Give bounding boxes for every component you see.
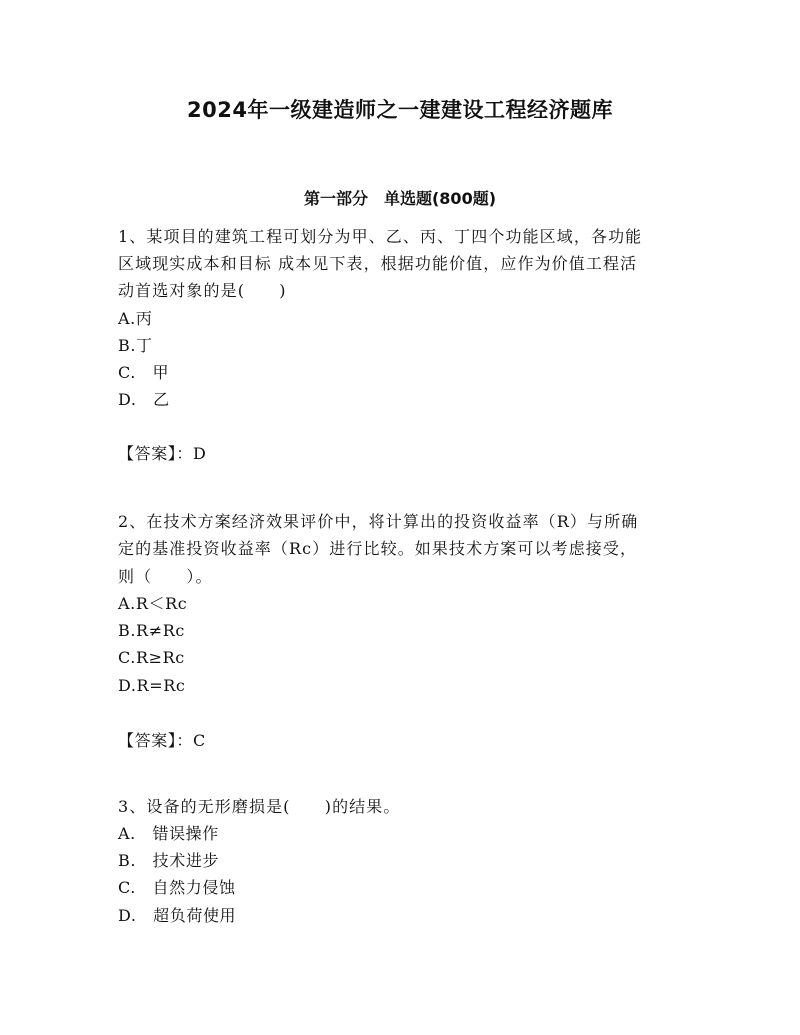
option-c: C. 自然力侵蚀 — [118, 878, 236, 897]
option-c: C. 甲 — [118, 363, 170, 382]
option-a: A.R＜Rc — [118, 594, 188, 613]
question-text-line: 区域现实成本和目标 成本见下表，根据功能价值，应作为价值工程活 — [118, 254, 638, 273]
section-title: 第一部分 单选题(800题) — [303, 189, 497, 208]
option-a: A. 错误操作 — [118, 824, 219, 843]
question-text-line: 动首选对象的是( ) — [118, 281, 287, 300]
option-c: C.R≥Rc — [118, 648, 185, 667]
question-text-line: 1、某项目的建筑工程可划分为甲、乙、丙、丁四个功能区域，各功能 — [118, 227, 643, 246]
option-b: B.R≠Rc — [118, 621, 185, 640]
option-d: D. 乙 — [118, 390, 170, 409]
question-text-line: 2、在技术方案经济效果评价中，将计算出的投资收益率（R）与所确 — [118, 512, 639, 531]
question-text-line: 定的基准投资收益率（Rc）进行比较。如果技术方案可以考虑接受， — [118, 539, 638, 558]
option-a: A.丙 — [118, 309, 153, 328]
option-d: D. 超负荷使用 — [118, 906, 237, 925]
question-text-line: 则（ ）。 — [118, 567, 213, 586]
answer-line: 【答案】：C — [118, 731, 206, 750]
answer-line: 【答案】：D — [118, 444, 207, 463]
document-title: 2024年一级建造师之一建建设工程经济题库 — [187, 98, 613, 122]
option-b: B.丁 — [118, 336, 153, 355]
option-b: B. 技术进步 — [118, 851, 220, 870]
question-text-line: 3、设备的无形磨损是( )的结果。 — [118, 797, 401, 816]
option-d: D.R=Rc — [118, 676, 186, 695]
